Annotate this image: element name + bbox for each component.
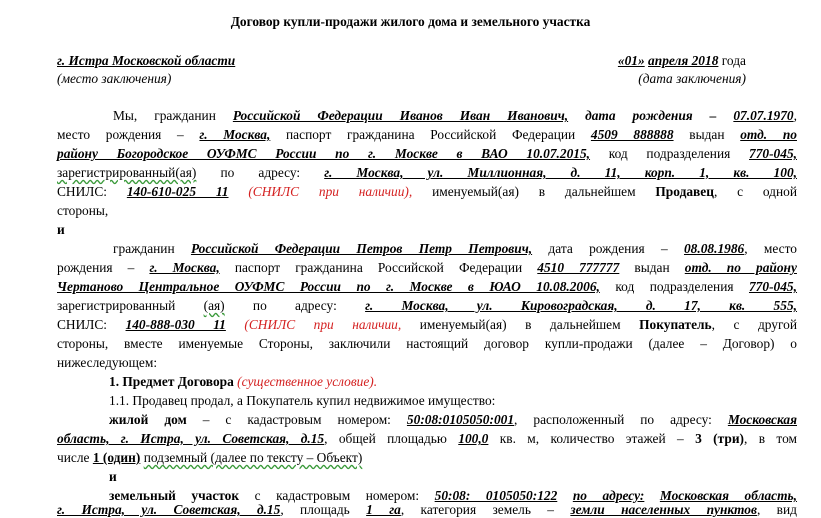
buyer-line-1: гражданин Российской Федерации Петров Петр Петрович, дата рождения – 08.08.1986, место bbox=[113, 241, 797, 256]
land-line-2: г. Истра, ул. Советская, д.15, площадь 1 га, категория земель – земли населенных пунктов, вид bbox=[57, 502, 797, 517]
land-line-1: земельный участок с кадастровым номером: 50:08: 0105050:122 по адресу: Московская область, bbox=[109, 488, 797, 503]
section1-heading: 1. Предмет Договора (существенное условие). bbox=[109, 374, 378, 389]
document-title: Договор купли-продажи жилого дома и земельного участка bbox=[230, 14, 591, 29]
house-line-3: числе 1 (один) подземный (далее по тексту – Объект) bbox=[57, 450, 363, 465]
seller-line-6: стороны, bbox=[57, 203, 109, 218]
seller-line-1: Мы, гражданин Российской Федерации Иванов Иван Иванович, дата рождения – 07.07.1970, bbox=[113, 108, 797, 123]
contract-date bbox=[618, 53, 746, 69]
date-month-year: апреля 2018 bbox=[648, 53, 719, 68]
date-suffix: года bbox=[721, 53, 746, 68]
contract-place bbox=[57, 53, 235, 69]
buyer-line-4: зарегистрированный (ая) по адресу: г. Москва, ул. Кировоградская, д. 17, кв. 555, bbox=[57, 298, 797, 313]
date-day: «01» bbox=[617, 53, 645, 68]
seller-line-5: СНИЛС: 140-610-025 11 (СНИЛС при наличии), именуемый(ая) в дальнейшем Продавец, с одной bbox=[57, 184, 798, 199]
house-line-2: область, г. Истра, ул. Советская, д.15, общей площадью 100,0 кв. м, количество этажей – 3 (три), в том bbox=[57, 431, 797, 446]
clause-1-1: 1.1. Продавец продал, а Покупатель купил недвижимое имущество: bbox=[109, 393, 496, 408]
buyer-line-6: стороны, вместе именуемые Стороны, заключили настоящий договор купли-продажи (далее – Договор) о bbox=[57, 336, 797, 351]
date-label: (дата заключения) bbox=[638, 71, 746, 86]
buyer-line-7: нижеследующем: bbox=[57, 355, 158, 370]
place-value: г. Истра Московской области bbox=[57, 53, 236, 68]
buyer-line-5: СНИЛС: 140-888-030 11 (СНИЛС при наличии, именуемый(ая) в дальнейшем Покупатель, с другой bbox=[57, 317, 797, 332]
and-separator-2: и bbox=[109, 469, 117, 484]
seller-line-4: зарегистрированный(ая) по адресу: г. Москва, ул. Миллионная, д. 11, корп. 1, кв. 100, bbox=[57, 165, 797, 180]
buyer-line-2: рождения – г. Москва, паспорт гражданина Российской Федерации 4510 777777 выдан отд. по району bbox=[57, 260, 797, 275]
and-separator-1: и bbox=[57, 222, 65, 237]
buyer-line-3: Чертаново Центральное ОУФМС России по г. Москве в ЮАО 10.08.2006, код подразделения 770-045, bbox=[57, 279, 797, 294]
seller-line-2: место рождения – г. Москва, паспорт гражданина Российской Федерации 4509 888888 выдан отд. по bbox=[57, 127, 797, 142]
house-line-1: жилой дом – с кадастровым номером: 50:08:0105050:001, расположенный по адресу: Московская bbox=[109, 412, 797, 427]
seller-line-3: району Богородское ОУФМС России по г. Москве в ВАО 10.07.2015, код подразделения 770-045, bbox=[57, 146, 797, 161]
place-label: (место заключения) bbox=[57, 71, 172, 86]
